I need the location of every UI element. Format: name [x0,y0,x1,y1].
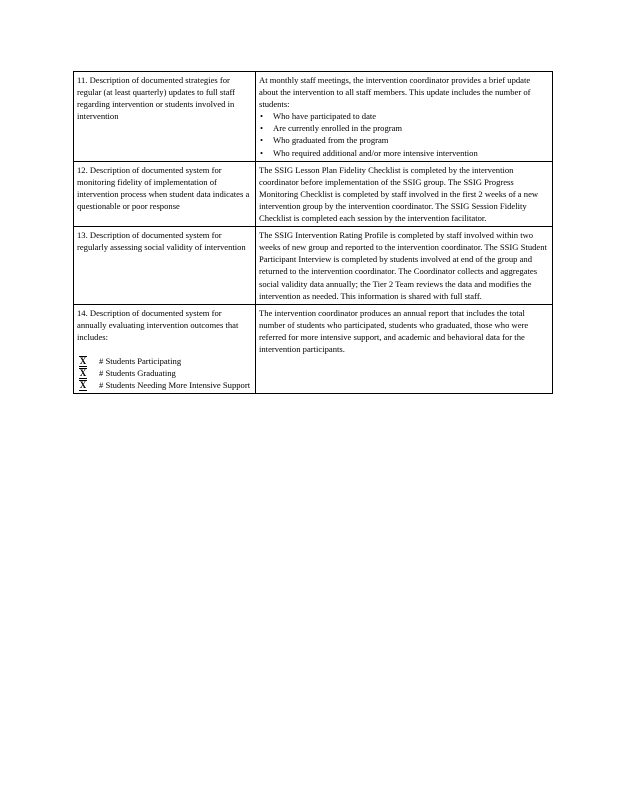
check-item-label: # Students Graduating [99,368,176,379]
list-item: • Who have participated to date [259,110,549,122]
response-cell [256,161,553,226]
checked-box-icon: X [79,380,87,391]
criterion-cell [74,304,256,394]
list-item [77,355,252,367]
criterion-text: 11. Description of documented strategies for regular (at least quarterly) updates to full staff regarding intervention or students involved in intervention [77,75,236,122]
criterion-cell [74,72,256,162]
table-row [74,72,553,162]
response-cell [256,227,553,305]
table-row [74,304,553,394]
response-text: The SSIG Intervention Rating Profile is completed by staff involved within two weeks of new group and reported to the intervention coordinator. The SSIG Student Participant Interview is completed by students involved at end of the group and returned to the intervention coordinator. The Coordinator collects and aggregates social validity data annually; the Tier 2 Team reviews the data and modifies the intervention as needed. This information is shared with full staff. [259,230,547,301]
table-row [74,161,553,226]
response-cell [256,72,553,162]
response-text: At monthly staff meetings, the intervention coordinator provides a brief update about the intervention to all staff members. This update includes the number of students: [259,75,531,110]
table-row [74,227,553,305]
criterion-text: 12. Description of documented system for monitoring fidelity of implementation of intervention process when student data indicates a questionable or poor response [77,164,250,211]
spacer [77,343,252,355]
response-cell [256,304,553,394]
check-item-label: # Students Participating [99,355,182,366]
list-item: • Are currently enrolled in the program [259,122,549,134]
bullet-list [259,110,549,158]
list-item [77,367,252,379]
checked-list [77,355,252,391]
check-item-label: # Students Needing More Intensive Support [99,380,251,391]
criterion-cell [74,227,256,305]
criterion-text: 14. Description of documented system for annually evaluating intervention outcomes that includes: [77,307,239,342]
list-item: • Who required additional and/or more intensive intervention [259,147,549,159]
criterion-cell [74,161,256,226]
list-item: • Who graduated from the program [259,134,549,146]
response-text: The SSIG Lesson Plan Fidelity Checklist is completed by the intervention coordinator before implementation of the SSIG group. The SSIG Progress Monitoring Checklist is completed by staff involved in the first 2 weeks of a new intervention group by the intervention coordinator. The SSIG Session Fidelity Checklist is completed each session by the intervention facilitator. [259,164,539,224]
list-item [77,379,252,391]
criterion-text: 13. Description of documented system for regularly assessing social validity of intervention [77,230,246,253]
checked-box-icon: X [79,368,87,379]
response-text: The intervention coordinator produces an annual report that includes the total number of students who participated, students who graduated, those who were referred for more intensive support, and academic and behavioral data for the intervention participants. [259,307,529,354]
checked-box-icon: X [79,355,87,366]
document-table [73,71,553,394]
